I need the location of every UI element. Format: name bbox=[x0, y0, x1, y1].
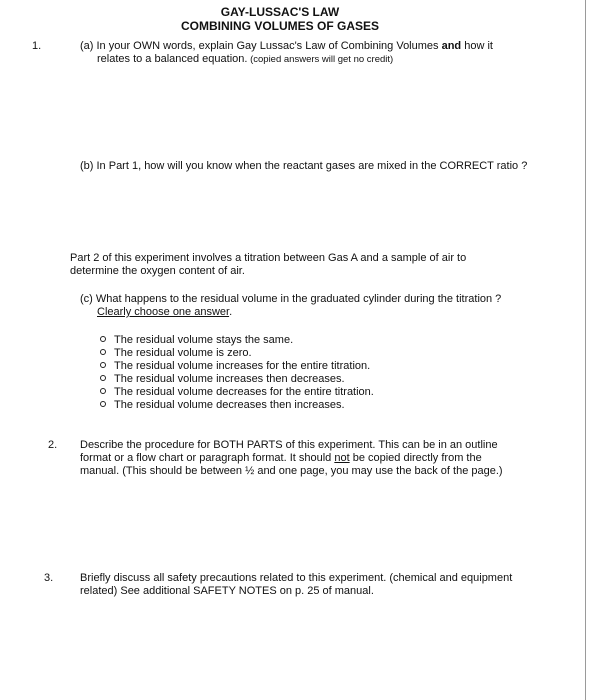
title-line-1: GAY-LUSSAC'S LAW bbox=[220, 5, 340, 19]
question-1a-line-1 bbox=[80, 40, 493, 53]
question-1a-note: (copied answers will get no credit) bbox=[247, 54, 394, 65]
question-1c-line-2 bbox=[97, 306, 232, 319]
radio-circle-icon[interactable] bbox=[100, 336, 106, 342]
question-2-line-2-start: format or a flow chart or paragraph format. It should bbox=[80, 452, 335, 464]
title-line-2: COMBINING VOLUMES OF GASES bbox=[180, 19, 379, 33]
question-2-line-2 bbox=[80, 452, 482, 465]
page-edge bbox=[585, 0, 586, 700]
question-3-line-2: related) See additional SAFETY NOTES on p. 25 of manual. bbox=[80, 585, 374, 597]
question-1a-text-end: how it bbox=[461, 40, 493, 52]
radio-circle-icon[interactable] bbox=[100, 401, 106, 407]
question-2-number: 2. bbox=[48, 439, 58, 451]
radio-circle-icon[interactable] bbox=[100, 349, 106, 355]
question-1a-line-2-text: relates to a balanced equation. bbox=[97, 53, 248, 65]
option-2-label: The residual volume is zero. bbox=[114, 347, 252, 359]
option-5[interactable] bbox=[100, 386, 374, 399]
option-3-label: The residual volume increases for the entire titration. bbox=[114, 360, 371, 372]
question-1c-instruction: Clearly choose one answer bbox=[97, 306, 230, 318]
question-1a-line-2 bbox=[97, 53, 393, 66]
question-2-line-3: manual. (This should be between ½ and one page, you may use the back of the page.) bbox=[80, 465, 503, 477]
question-1a-bold-and: and bbox=[441, 40, 462, 52]
question-1b: (b) In Part 1, how will you know when the reactant gases are mixed in the CORRECT ratio ? bbox=[80, 160, 528, 172]
question-3-number: 3. bbox=[44, 572, 54, 584]
question-2-line-2-end: be copied directly from the bbox=[349, 452, 482, 464]
option-4[interactable] bbox=[100, 373, 345, 386]
part-2-line-1: Part 2 of this experiment involves a titration between Gas A and a sample of air to bbox=[70, 252, 467, 264]
question-3-line-1: Briefly discuss all safety precautions related to this experiment. (chemical and equipment bbox=[80, 572, 513, 584]
question-1c-period: . bbox=[229, 306, 233, 318]
option-6[interactable] bbox=[100, 399, 345, 412]
radio-circle-icon[interactable] bbox=[100, 388, 106, 394]
option-3[interactable] bbox=[100, 360, 370, 373]
option-4-label: The residual volume increases then decreases. bbox=[114, 373, 345, 385]
question-2-line-1: Describe the procedure for BOTH PARTS of this experiment. This can be in an outline bbox=[80, 439, 498, 451]
option-1[interactable] bbox=[100, 334, 293, 347]
option-6-label: The residual volume decreases then increases. bbox=[114, 399, 345, 411]
question-2-underlined-not: not bbox=[334, 452, 350, 464]
radio-circle-icon[interactable] bbox=[100, 362, 106, 368]
question-1-number: 1. bbox=[32, 40, 42, 52]
part-2-line-2: determine the oxygen content of air. bbox=[70, 265, 245, 277]
option-1-label: The residual volume stays the same. bbox=[114, 334, 294, 346]
option-5-label: The residual volume decreases for the entire titration. bbox=[114, 386, 374, 398]
question-1c-line-1: (c) What happens to the residual volume in the graduated cylinder during the titration ? bbox=[80, 293, 502, 305]
question-1a-text-start: (a) In your OWN words, explain Gay Lussac's Law of Combining Volumes bbox=[80, 40, 442, 52]
radio-circle-icon[interactable] bbox=[100, 375, 106, 381]
option-2[interactable] bbox=[100, 347, 252, 360]
